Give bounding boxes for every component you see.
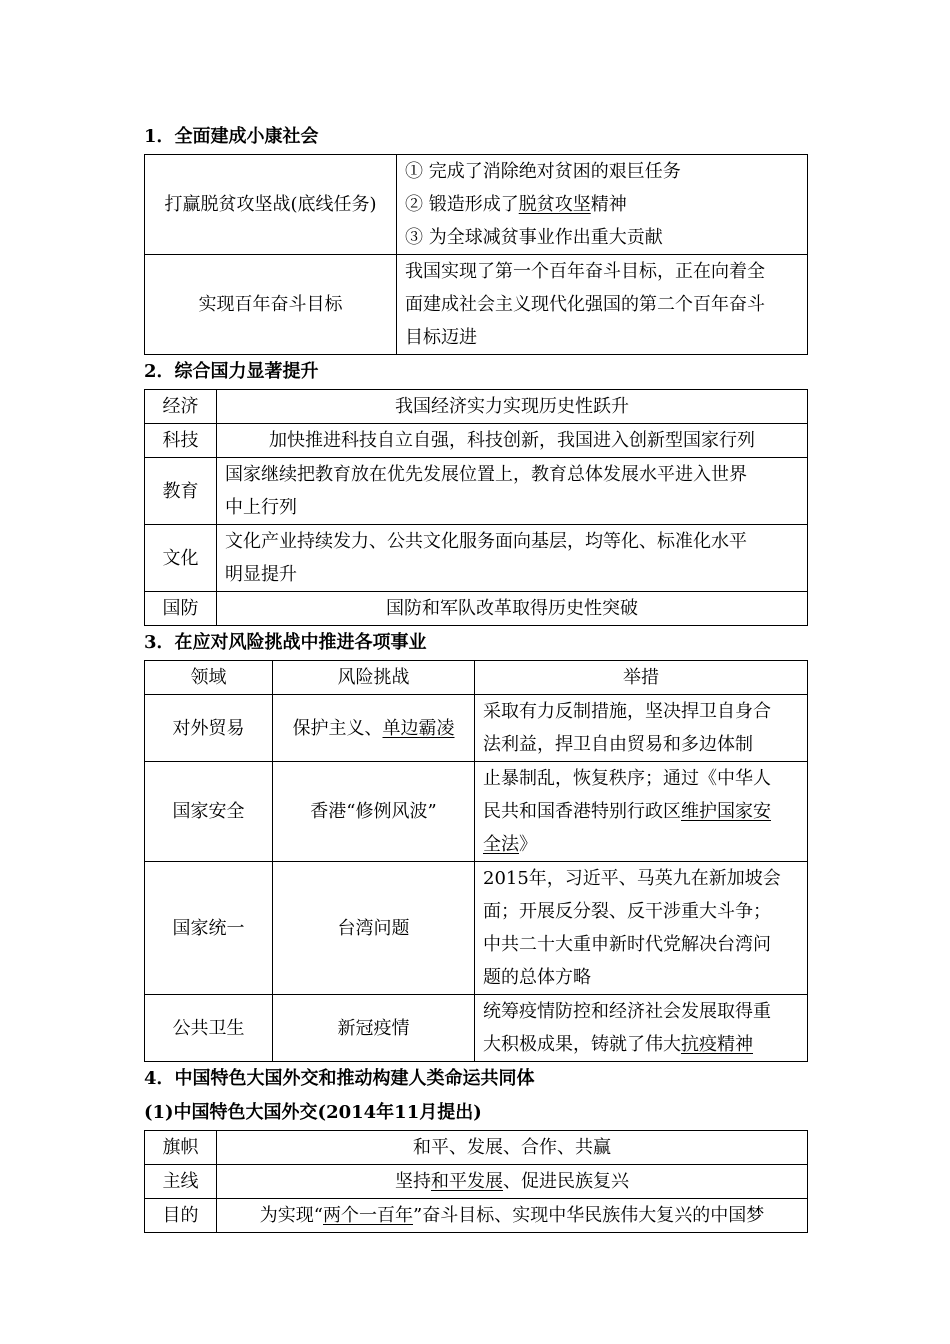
risk-cell: 新冠疫情 [273,995,475,1062]
section-4-heading: 4．中国特色大国外交和推动构建人类命运共同体 [144,1068,535,1089]
field-cell: 公共卫生 [145,995,273,1062]
row-label: 教育 [145,458,217,525]
column-header: 举措 [475,661,808,695]
table-row [145,255,808,355]
document-page [144,120,807,1233]
row-label: 旗帜 [145,1131,217,1165]
measure-cell: 止暴制乱，恢复秩序；通过《中华人 民共和国香港特别行政区维护国家安 全法》 [475,762,808,862]
table-row [145,1165,808,1199]
row-content: 国防和军队改革取得历史性突破 [217,592,808,626]
row-label: 打赢脱贫攻坚战(底线任务) [145,155,397,255]
row-content: 我国经济实力实现历史性跃升 [217,390,808,424]
table-row [145,155,808,255]
section-2-table [144,389,808,626]
row-content: 为实现“两个一百年”奋斗目标、实现中华民族伟大复兴的中国梦 [217,1199,808,1233]
measure-cell: 采取有力反制措施，坚决捍卫自身合 法利益，捍卫自由贸易和多边体制 [475,695,808,762]
table-row [145,1131,808,1165]
risk-cell: 保护主义、单边霸凌 [273,695,475,762]
section-4-subheading: (1)中国特色大国外交(2014年11月提出) [144,1102,482,1123]
table-row [145,695,808,762]
row-content: 坚持和平发展、促进民族复兴 [217,1165,808,1199]
row-content: 和平、发展、合作、共赢 [217,1131,808,1165]
section-3-heading: 3．在应对风险挑战中推进各项事业 [144,632,427,653]
risk-cell: 台湾问题 [273,862,475,995]
row-label: 实现百年奋斗目标 [145,255,397,355]
section-2-heading: 2．综合国力显著提升 [144,361,319,382]
measure-cell: 统筹疫情防控和经济社会发展取得重 大积极成果，铸就了伟大抗疫精神 [475,995,808,1062]
row-label: 文化 [145,525,217,592]
field-cell: 国家统一 [145,862,273,995]
table-row [145,525,808,592]
table-row [145,424,808,458]
row-label: 目的 [145,1199,217,1233]
row-label: 经济 [145,390,217,424]
column-header: 风险挑战 [273,661,475,695]
risk-cell: 香港“修例风波” [273,762,475,862]
table-row [145,995,808,1062]
section-1-table [144,154,808,355]
field-cell: 国家安全 [145,762,273,862]
row-content: 我国实现了第一个百年奋斗目标，正在向着全 面建成社会主义现代化强国的第二个百年奋斗 目标迈进 [397,255,808,355]
section-4-table [144,1130,808,1233]
row-label: 科技 [145,424,217,458]
row-content: 国家继续把教育放在优先发展位置上，教育总体发展水平进入世界 中上行列 [217,458,808,525]
field-cell: 对外贸易 [145,695,273,762]
row-label: 国防 [145,592,217,626]
row-content: 文化产业持续发力、公共文化服务面向基层，均等化、标准化水平 明显提升 [217,525,808,592]
table-header-row [145,661,808,695]
row-label: 主线 [145,1165,217,1199]
table-row [145,592,808,626]
table-row [145,862,808,995]
section-3-table [144,660,808,1062]
measure-cell: 2015年，习近平、马英九在新加坡会 面；开展反分裂、反干涉重大斗争； 中共二十大重申新时代党解决台湾问 题的总体方略 [475,862,808,995]
column-header: 领域 [145,661,273,695]
table-row [145,1199,808,1233]
table-row [145,458,808,525]
row-content: ① 完成了消除绝对贫困的艰巨任务 ② 锻造形成了脱贫攻坚精神 ③ 为全球减贫事业作出重大贡献 [397,155,808,255]
table-row [145,762,808,862]
row-content: 加快推进科技自立自强，科技创新，我国进入创新型国家行列 [217,424,808,458]
section-1-heading: 1．全面建成小康社会 [144,126,319,147]
table-row [145,390,808,424]
